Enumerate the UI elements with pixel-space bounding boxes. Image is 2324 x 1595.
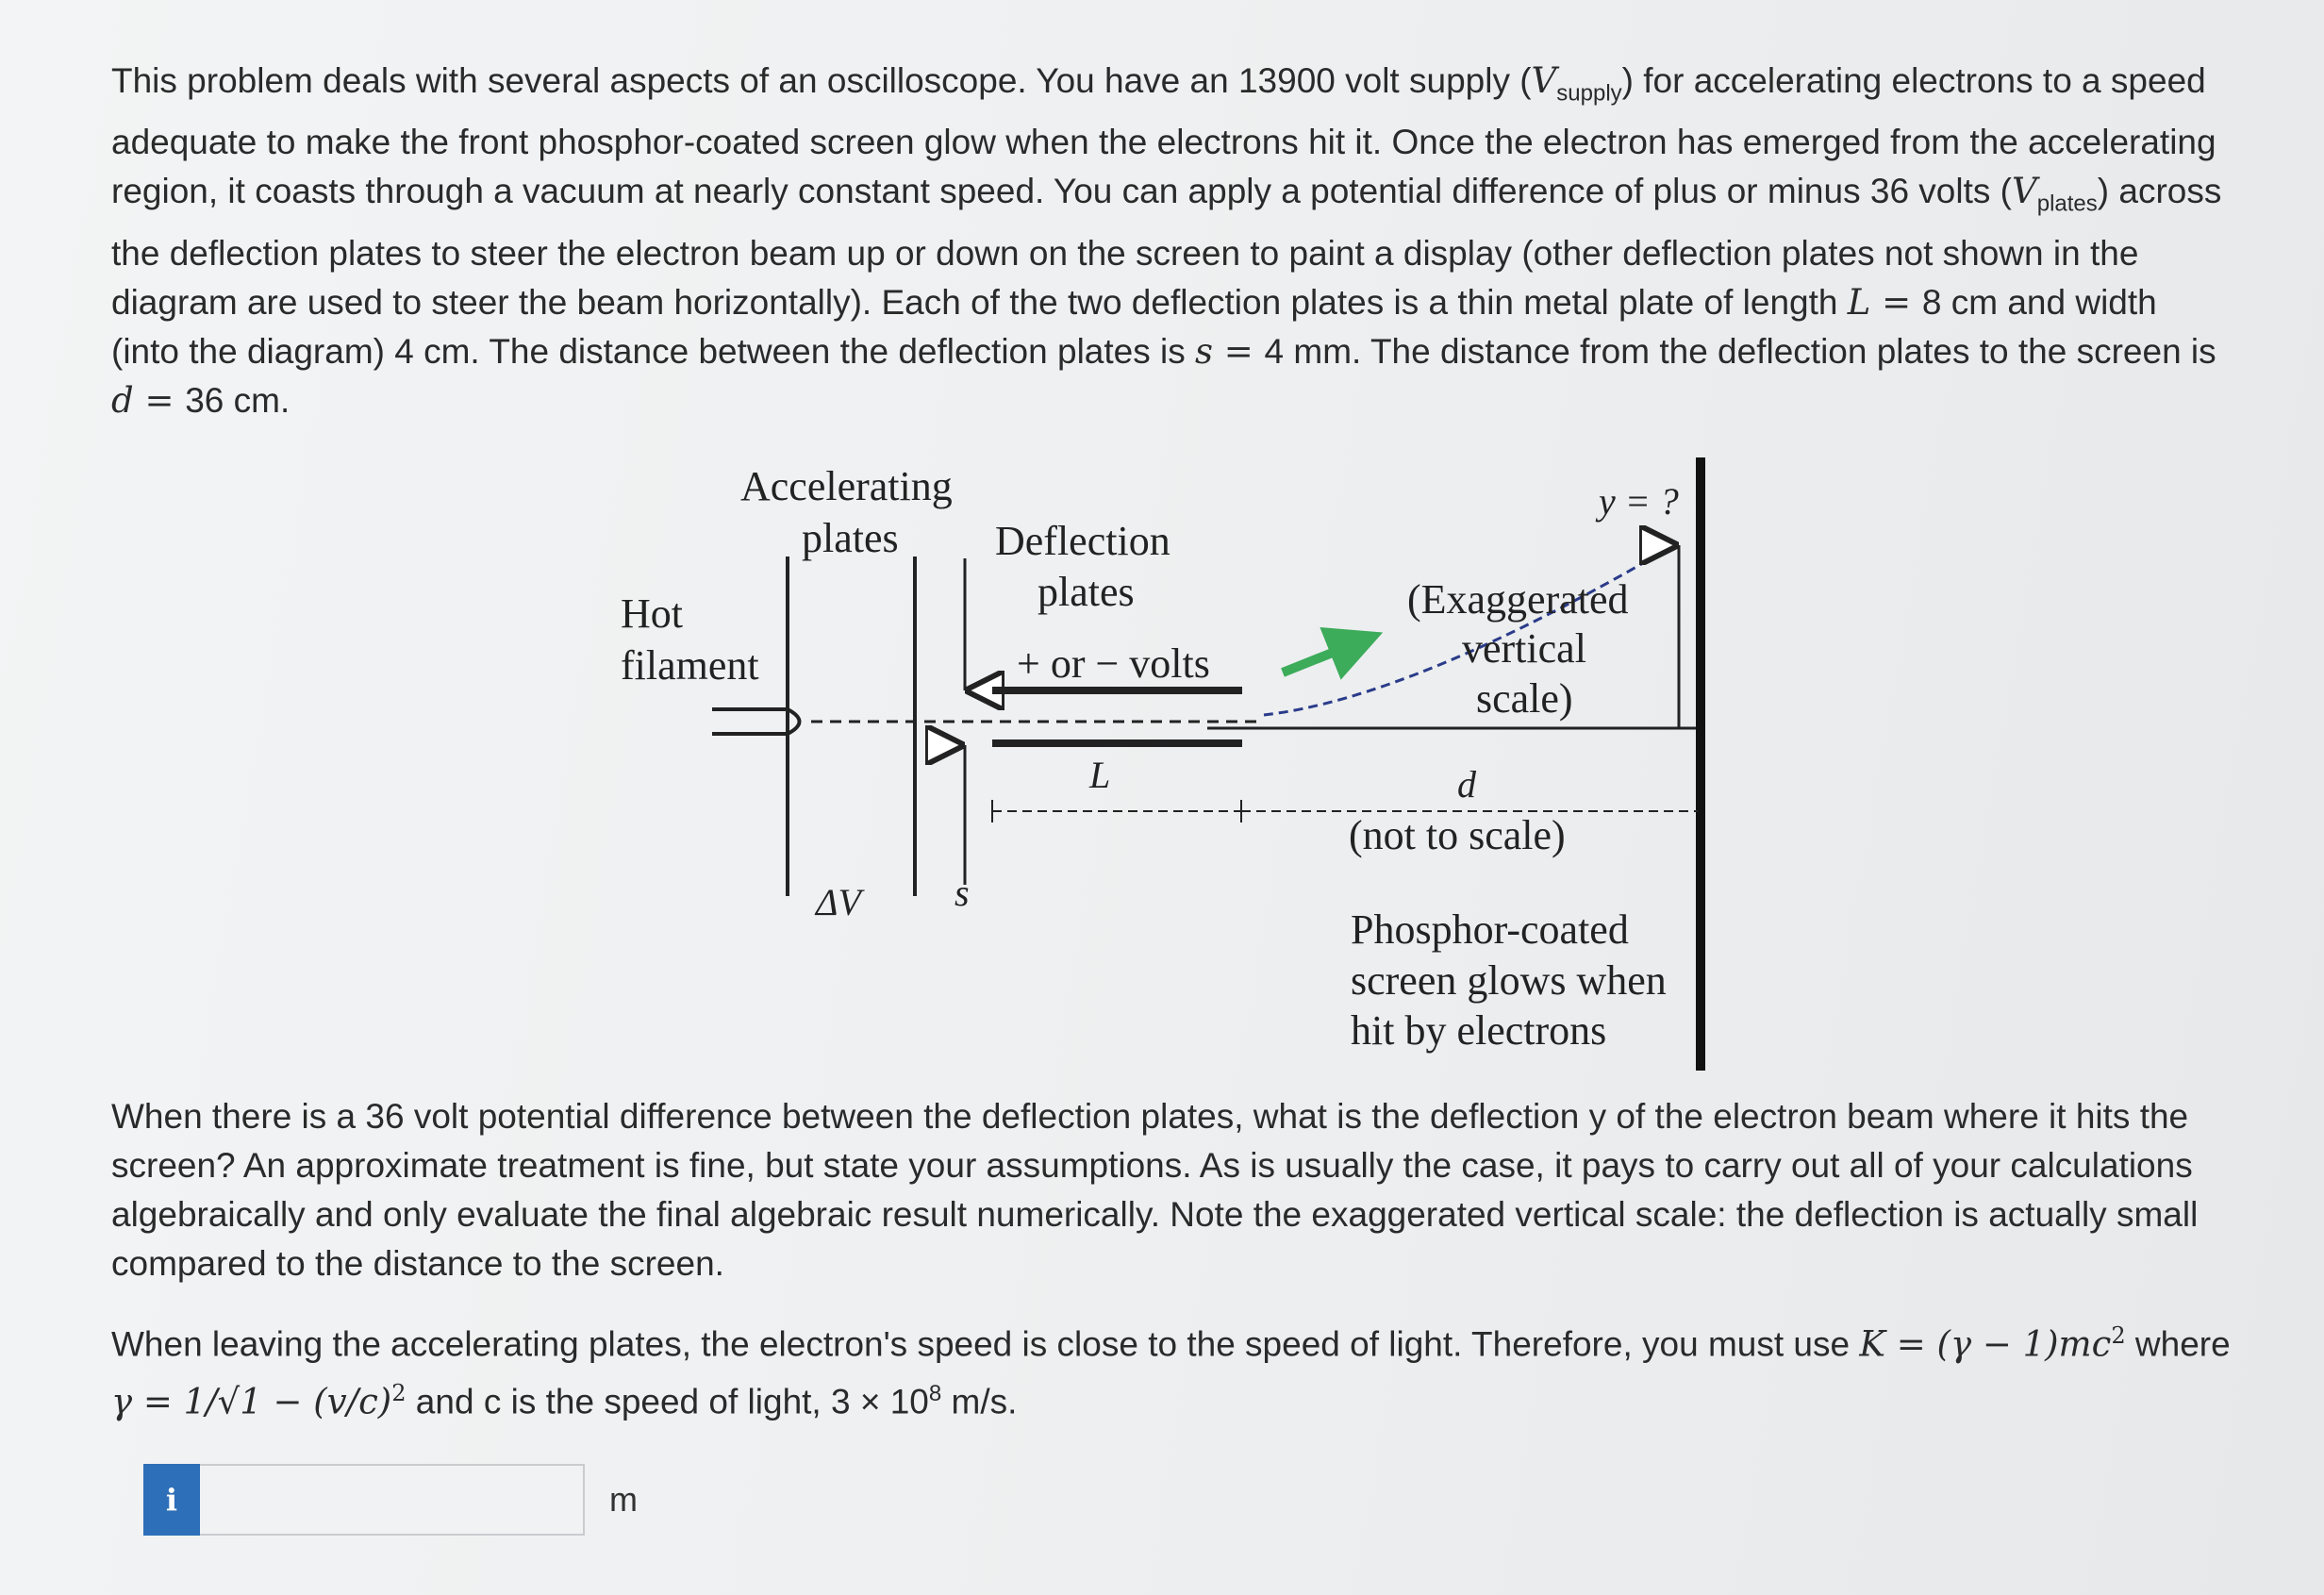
answer-input[interactable] xyxy=(200,1464,585,1536)
hot-filament-label-1: Hot xyxy=(621,590,683,637)
plus-minus-volts-label: + or − volts xyxy=(1017,640,1210,687)
delta-v-label: ΔV xyxy=(816,881,861,923)
length-equals: = xyxy=(1870,281,1922,323)
intro-text-6: cm. xyxy=(224,380,290,420)
oscilloscope-diagram xyxy=(604,443,1717,1075)
accelerating-plates-label-1: Accelerating xyxy=(740,463,953,509)
deflection-plates-label-1: Deflection xyxy=(995,518,1170,564)
intro-text-3: ) across the deflection plates to steer the electron beam up or down on the screen to paint a display (other deflection plates not shown in the diagram are used to steer the beam horizontally). Each of the two deflection plates is a thin metal plate of length xyxy=(111,172,2222,322)
answer-row xyxy=(143,1464,638,1536)
v-supply-symbol: V xyxy=(1531,60,1557,101)
kinetic-energy-exponent: 2 xyxy=(2111,1322,2126,1349)
accelerating-plates-label-2: plates xyxy=(802,515,899,561)
length-label: L xyxy=(1089,754,1111,796)
distance-value: 36 xyxy=(185,380,224,420)
intro-text-2: ) for accelerating electrons to a speed adequate to make the front phosphor-coated screen glow when the electrons hit it. Once the electron has emerged from the accelerating region, it coasts through a vacuum at nearly constant speed. You can apply a potential difference of plus or minus 36 volts ( xyxy=(111,61,2216,211)
exaggerated-label-1: (Exaggerated xyxy=(1407,576,1629,623)
separation-equals: = xyxy=(1213,330,1265,372)
length-value: 8 xyxy=(1921,282,1942,322)
hint-text-1: When leaving the accelerating plates, the electron's speed is close to the speed of light. Therefore, you must use xyxy=(111,1324,1860,1364)
v-supply-subscript: supply xyxy=(1556,80,1622,107)
phosphor-label-2: screen glows when xyxy=(1351,957,1667,1004)
hint-text-2: where xyxy=(2125,1324,2231,1364)
separation-value: 4 xyxy=(1264,331,1285,371)
exaggerated-label-2: vertical xyxy=(1462,625,1586,672)
phosphor-label-3: hit by electrons xyxy=(1351,1007,1607,1054)
oscilloscope-diagram-svg xyxy=(604,443,1717,1075)
distance-equals: = xyxy=(133,379,186,421)
y-question-label: y = ? xyxy=(1599,480,1679,523)
separation-symbol: s xyxy=(1195,330,1214,372)
speed-of-light-exponent: 8 xyxy=(928,1381,942,1407)
distance-symbol: d xyxy=(111,379,134,421)
question-paragraph: When there is a 36 volt potential difference between the deflection plates, what is the deflection y of the electron beam where it hits the screen? An approximate treatment is fine, but state your assumptions. As is usually the case, it pays to carry out all of your calculations algebraically and only evaluate the final algebraic result numerically. Note the exaggerated vertical scale: the deflection is actually small compared to the distance to the screen. xyxy=(111,1097,2199,1283)
info-icon[interactable]: i xyxy=(143,1464,200,1536)
hint-text-4: m/s. xyxy=(941,1382,1018,1421)
beam-direction-arrow xyxy=(1283,637,1372,673)
problem-intro xyxy=(111,57,2233,425)
hint-text-3: and c is the speed of light, 3 × 10 xyxy=(406,1382,929,1421)
v-plates-symbol: V xyxy=(2011,171,2037,212)
separation-label: s xyxy=(954,872,970,914)
deflection-plates-label-2: plates xyxy=(1038,569,1135,615)
distance-label: d xyxy=(1457,763,1476,806)
hot-filament-label-2: filament xyxy=(621,642,759,689)
not-to-scale-label: (not to scale) xyxy=(1349,812,1566,858)
answer-unit: m xyxy=(609,1480,638,1519)
intro-text-5: mm. The distance from the deflection plates to the screen is xyxy=(1284,331,2216,371)
gamma-formula: γ = 1/√1 − (v/c) xyxy=(111,1381,392,1422)
v-plates-subscript: plates xyxy=(2036,191,2098,217)
hint-text xyxy=(111,1311,2233,1427)
intro-text-1: This problem deals with several aspects of an oscilloscope. You have an 13900 volt supply ( xyxy=(111,61,1532,100)
kinetic-energy-formula: K = (γ − 1)mc xyxy=(1859,1323,2112,1365)
phosphor-label-1: Phosphor-coated xyxy=(1351,906,1629,953)
gamma-exponent: 2 xyxy=(391,1380,407,1407)
question-text xyxy=(111,1092,2233,1288)
length-symbol: L xyxy=(1847,281,1871,323)
intro-text-4: cm and width (into the diagram) 4 cm. The distance between the deflection plates is xyxy=(111,282,2157,371)
exaggerated-label-3: scale) xyxy=(1476,675,1573,722)
